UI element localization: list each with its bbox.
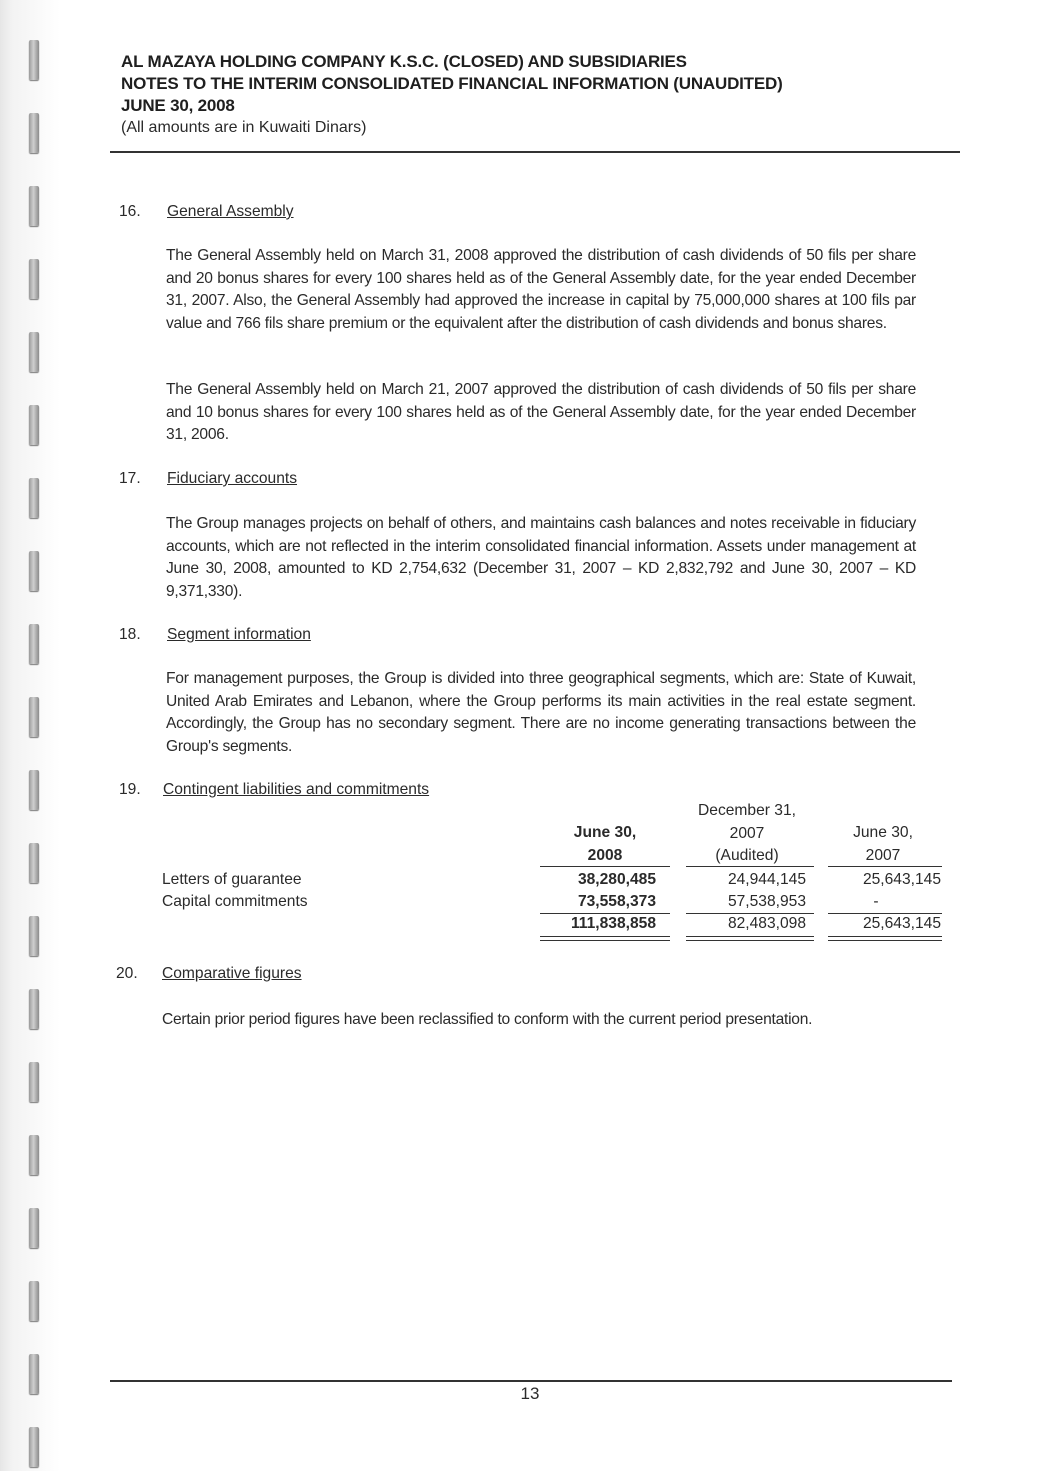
- binding-hole: [29, 551, 39, 591]
- cell-value: -: [873, 893, 879, 910]
- total-double-underline: [828, 936, 942, 941]
- document-title: NOTES TO THE INTERIM CONSOLIDATED FINANCIAL INFORMATION (UNAUDITED): [121, 74, 783, 93]
- binding-hole: [29, 113, 39, 153]
- note-number: 18.: [119, 626, 141, 643]
- cell-value: 38,280,485: [577, 871, 656, 888]
- footer-rule: [110, 1380, 952, 1382]
- column-header-line: (Audited): [715, 847, 779, 864]
- note-title: Segment information: [167, 626, 311, 643]
- column-header-underline: [828, 866, 942, 867]
- total-value: 111,838,858: [571, 915, 656, 932]
- column-header-line: June 30,: [853, 824, 913, 841]
- binding-hole: [29, 624, 39, 664]
- binding-hole: [29, 843, 39, 883]
- company-name: AL MAZAYA HOLDING COMPANY K.S.C. (CLOSED) AND SUBSIDIARIES: [121, 52, 687, 71]
- binding-hole: [29, 332, 39, 372]
- column-header-line: 2008: [587, 846, 623, 864]
- note-title: Contingent liabilities and commitments: [163, 781, 430, 798]
- binding-hole: [29, 989, 39, 1029]
- note-20-paragraph-1: Certain prior period figures have been reclassified to conform with the current period presentation.: [162, 1011, 813, 1028]
- document-header: [121, 51, 961, 139]
- total-double-underline: [686, 936, 814, 941]
- subtotal-underline: [686, 913, 814, 914]
- binding-hole: [29, 405, 39, 445]
- column-header-underline: [540, 866, 670, 867]
- report-date: JUNE 30, 2008: [121, 96, 235, 115]
- column-header-line: 2007: [865, 846, 901, 864]
- cell-value: 25,643,145: [862, 871, 941, 888]
- binding-strip: [0, 0, 60, 1471]
- binding-hole: [29, 1062, 39, 1102]
- page-number: 13: [520, 1384, 540, 1403]
- column-header-line: December 31,: [698, 802, 796, 819]
- note-title: General Assembly: [167, 203, 294, 220]
- binding-hole: [29, 478, 39, 518]
- subtotal-underline: [828, 913, 942, 914]
- note-17-paragraph-1: The Group manages projects on behalf of others, and maintains cash balances and notes receivable in fiduciary accounts, which are not reflected in the interim consolidated financial information. Assets under management at June 30, 2008, amounted to KD 2,754,632 (December 31, 2007 – KD 2,832,792 and June 30, 2007 – KD 9,371,330).: [166, 515, 916, 600]
- binding-hole: [29, 40, 39, 80]
- binding-hole: [29, 1427, 39, 1467]
- binding-hole: [29, 1354, 39, 1394]
- column-header-june-2007: [818, 822, 948, 867]
- cell-value: 57,538,953: [727, 893, 806, 910]
- total-value: 25,643,145: [862, 915, 941, 932]
- column-header-december-2007: [682, 800, 812, 868]
- note-number: 17.: [119, 470, 141, 487]
- subtotal-underline: [540, 913, 670, 914]
- total-value: 82,483,098: [727, 915, 806, 932]
- binding-hole: [29, 697, 39, 737]
- row-label-letters-of-guarantee: Letters of guarantee: [162, 871, 302, 888]
- column-header-line: 2007: [729, 824, 765, 842]
- binding-hole: [29, 186, 39, 226]
- note-title: Fiduciary accounts: [167, 470, 298, 487]
- note-16-paragraph-2: The General Assembly held on March 21, 2007 approved the distribution of cash dividends of 50 fils per share and 10 bonus shares for every 100 shares held as of the General Assembly date, for the year ended December 31, 2006.: [166, 381, 916, 443]
- cell-value: 24,944,145: [727, 871, 806, 888]
- binding-hole: [29, 916, 39, 956]
- row-label-capital-commitments: Capital commitments: [162, 893, 308, 910]
- header-rule: [110, 151, 960, 153]
- column-header-line: June 30,: [573, 824, 637, 841]
- note-18-paragraph-1: For management purposes, the Group is divided into three geographical segments, which are: State of Kuwait, United Arab Emirates and Lebanon, where the Group performs its main activities in the real estate segment. Accordingly, the Group has no secondary segment. There are no income generating transactions between the Group's segments.: [166, 670, 916, 755]
- note-number: 19.: [119, 781, 141, 798]
- currency-note: (All amounts are in Kuwaiti Dinars): [121, 119, 367, 136]
- binding-hole: [29, 1281, 39, 1321]
- binding-hole: [29, 1135, 39, 1175]
- column-header-underline: [686, 866, 814, 867]
- column-header-june-2008: [540, 822, 670, 867]
- binding-hole: [29, 259, 39, 299]
- note-number: 20.: [116, 965, 138, 982]
- note-number: 16.: [119, 203, 141, 220]
- note-16-paragraph-1: The General Assembly held on March 31, 2008 approved the distribution of cash dividends of 50 fils per share and 20 bonus shares for every 100 shares held as of the General Assembly date, for the year ended December 31, 2007. Also, the General Assembly had approved the increase in capital by 75,000,000 shares at 100 fils par value and 766 fils share premium or the equivalent after the distribution of cash dividends and bonus shares.: [166, 247, 916, 332]
- total-double-underline: [540, 936, 670, 941]
- binding-hole: [29, 1208, 39, 1248]
- note-title: Comparative figures: [162, 965, 302, 982]
- binding-hole: [29, 770, 39, 810]
- cell-value: 73,558,373: [577, 893, 656, 910]
